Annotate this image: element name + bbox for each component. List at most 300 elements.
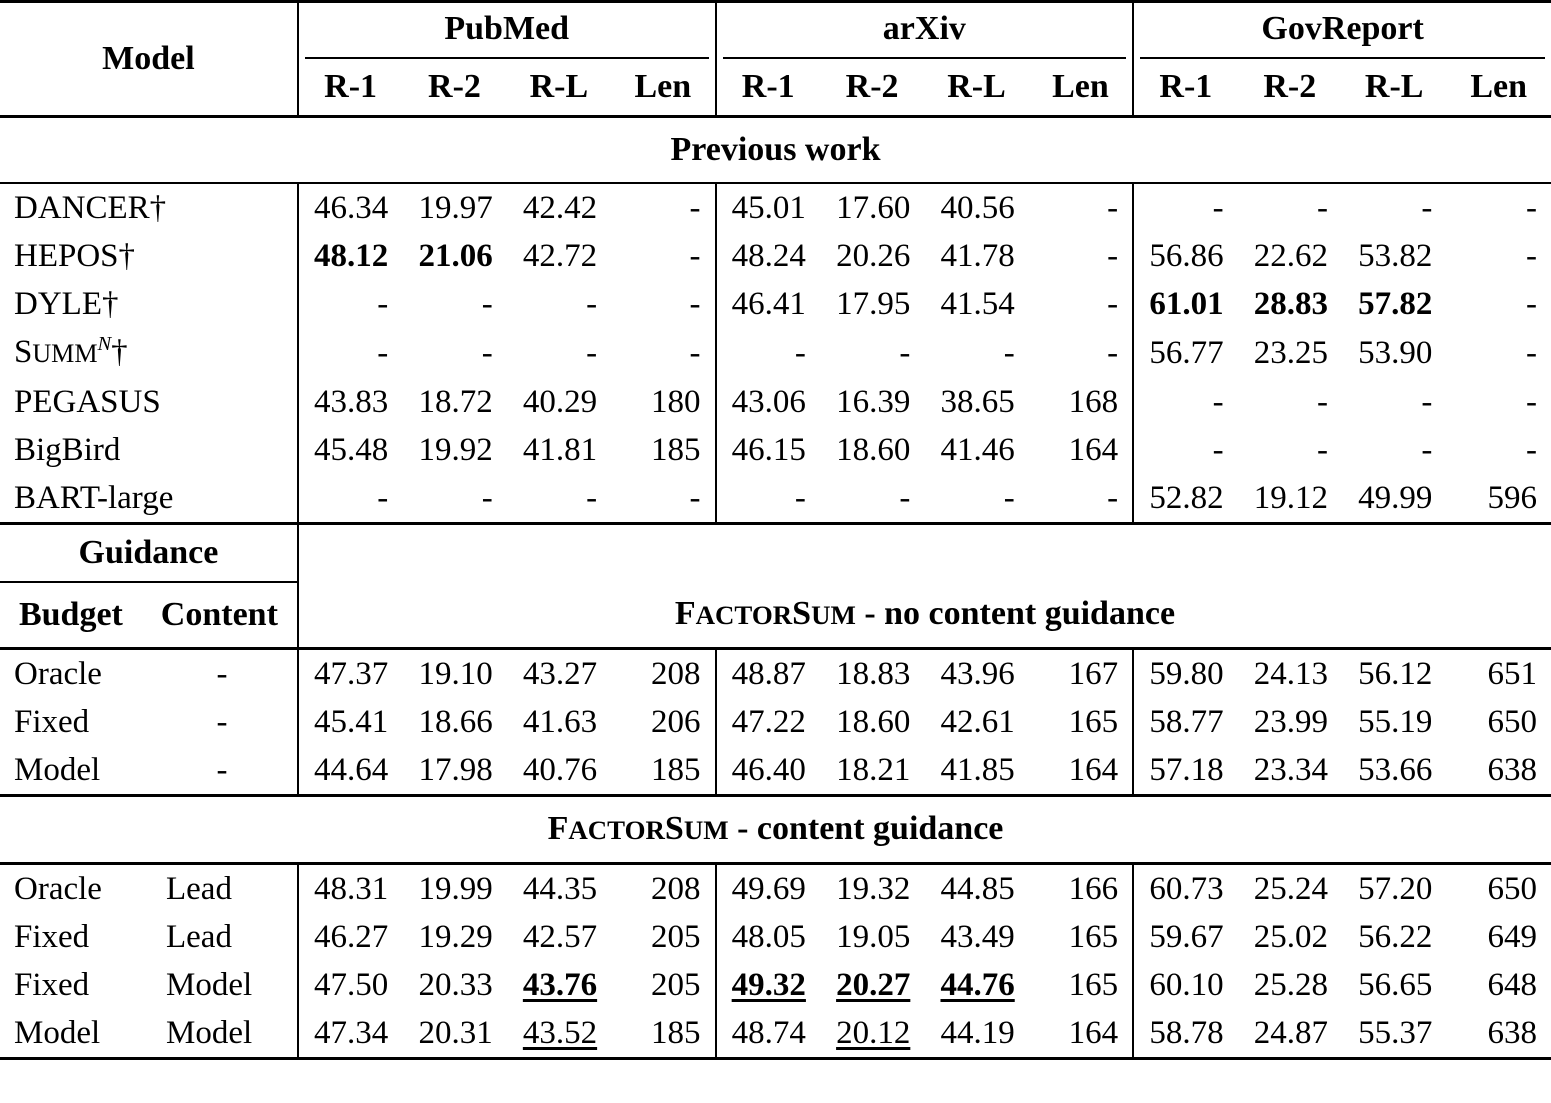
cell-pubmed-rl xyxy=(507,426,611,474)
factorsum-actor: ACTOR xyxy=(695,600,793,630)
cell-value: - xyxy=(899,335,911,371)
cell-govreport-rl xyxy=(1342,1009,1446,1059)
cell-pubmed-r2 xyxy=(402,961,506,1009)
cell-value: 42.61 xyxy=(940,704,1015,740)
cell-value: 165 xyxy=(1068,967,1119,1003)
cell-arxiv-rl xyxy=(924,698,1028,746)
cell-govreport-rl xyxy=(1342,961,1446,1009)
cell-arxiv-len xyxy=(1029,378,1133,426)
cell-value: - xyxy=(1212,384,1224,420)
row-label-model: BART-large xyxy=(14,480,174,516)
cell-value: - xyxy=(586,335,598,371)
cell-value: 45.41 xyxy=(314,704,389,740)
cell-govreport-len xyxy=(1446,183,1551,232)
cell-arxiv-rl xyxy=(924,183,1028,232)
cell-value: 19.10 xyxy=(418,656,493,692)
cell-value: 43.49 xyxy=(940,919,1015,955)
guidance-subheader-cell xyxy=(0,582,298,649)
cell-arxiv-len xyxy=(1029,746,1133,796)
cell-arxiv-r2 xyxy=(820,426,924,474)
cell-arxiv-r1 xyxy=(716,746,820,796)
cell-value: 55.37 xyxy=(1358,1015,1433,1051)
cell-pubmed-r2 xyxy=(402,474,506,524)
cell-pubmed-r2 xyxy=(402,698,506,746)
cell-arxiv-r1 xyxy=(716,961,820,1009)
cell-pubmed-r2 xyxy=(402,649,506,699)
row-label-inner xyxy=(0,650,297,698)
column-header-group-govreport xyxy=(1133,2,1551,60)
cell-value: 165 xyxy=(1068,919,1119,955)
cell-arxiv-len xyxy=(1029,698,1133,746)
cell-value: 16.39 xyxy=(836,384,911,420)
cell-arxiv-len xyxy=(1029,1009,1133,1059)
cell-value: 60.73 xyxy=(1149,871,1224,907)
cell-value: 56.65 xyxy=(1358,967,1433,1003)
cell-value: 19.12 xyxy=(1253,480,1328,516)
cell-pubmed-r1 xyxy=(298,864,402,914)
cell-value: - xyxy=(794,480,806,516)
cell-value: 638 xyxy=(1487,752,1537,788)
cell-value: 17.98 xyxy=(418,752,493,788)
guidance-header-spacer xyxy=(298,524,1551,583)
cell-value: - xyxy=(1526,432,1537,468)
cell-value: 20.12 xyxy=(836,1015,911,1051)
cell-govreport-r2 xyxy=(1238,649,1342,699)
cell-pubmed-r2 xyxy=(402,232,506,280)
cell-govreport-rl xyxy=(1342,280,1446,328)
cell-value: 47.34 xyxy=(314,1015,389,1051)
cell-pubmed-rl xyxy=(507,378,611,426)
cell-value: 166 xyxy=(1068,871,1119,907)
cell-value: - xyxy=(689,238,701,274)
cell-value: 23.34 xyxy=(1253,752,1328,788)
cell-value: 18.66 xyxy=(418,704,493,740)
cell-value: 43.06 xyxy=(731,384,806,420)
model-name-smallcap-rest: UMM xyxy=(32,339,98,368)
factorsum-actor: ACTOR xyxy=(568,815,665,845)
cell-value: - xyxy=(1107,190,1119,226)
cell-value: 55.19 xyxy=(1358,704,1433,740)
column-header-govreport-rl: R-L xyxy=(1364,68,1424,105)
cell-value: - xyxy=(1003,480,1015,516)
cell-govreport-rl xyxy=(1342,649,1446,699)
cell-govreport-rl xyxy=(1342,232,1446,280)
cell-govreport-len xyxy=(1446,913,1551,961)
cell-arxiv-r1 xyxy=(716,698,820,746)
cell-value: 43.83 xyxy=(314,384,389,420)
bottom-rule-cell xyxy=(0,1059,1551,1063)
section-header-content-guidance-row xyxy=(0,796,1551,864)
cell-value: - xyxy=(1107,335,1119,371)
cell-govreport-rl xyxy=(1342,474,1446,524)
cell-govreport-r1 xyxy=(1133,280,1237,328)
row-label-content: - xyxy=(216,752,228,788)
cell-arxiv-rl xyxy=(924,649,1028,699)
cell-value: - xyxy=(1212,432,1224,468)
cell-value: - xyxy=(377,480,389,516)
cell-value: 59.67 xyxy=(1149,919,1224,955)
cell-govreport-r2 xyxy=(1238,378,1342,426)
cell-pubmed-r1 xyxy=(298,232,402,280)
row-label-budget: Oracle xyxy=(14,656,102,692)
cell-arxiv-rl xyxy=(924,913,1028,961)
cell-value: 46.40 xyxy=(731,752,806,788)
cell-value: 42.72 xyxy=(522,238,598,274)
table-row xyxy=(0,1009,1551,1059)
cell-value: - xyxy=(1526,190,1537,226)
row-label-guidance xyxy=(0,649,298,699)
cell-value: - xyxy=(1107,238,1119,274)
cell-govreport-r1 xyxy=(1133,698,1237,746)
cell-value: 651 xyxy=(1487,656,1537,692)
cell-value: 185 xyxy=(651,432,701,468)
cell-arxiv-r1 xyxy=(716,426,820,474)
cell-value: 49.69 xyxy=(731,871,806,907)
cell-arxiv-r2 xyxy=(820,280,924,328)
cell-value: 208 xyxy=(651,871,701,907)
cell-arxiv-rl xyxy=(924,232,1028,280)
cell-value: - xyxy=(377,335,389,371)
cell-value: 164 xyxy=(1068,1015,1119,1051)
cell-arxiv-rl xyxy=(924,426,1028,474)
cell-value: 49.32 xyxy=(731,967,806,1003)
cell-pubmed-rl xyxy=(507,961,611,1009)
cell-value: 53.66 xyxy=(1358,752,1433,788)
header-row-groups xyxy=(0,2,1551,60)
group-label-pubmed: PubMed xyxy=(305,3,709,59)
factorsum-f: F xyxy=(547,810,569,847)
cell-arxiv-rl xyxy=(924,328,1028,378)
cell-value: 46.34 xyxy=(314,190,389,226)
cell-govreport-r2 xyxy=(1238,280,1342,328)
cell-pubmed-len xyxy=(611,232,715,280)
cell-govreport-r2 xyxy=(1238,474,1342,524)
cell-value: 638 xyxy=(1487,1015,1537,1051)
cell-value: 48.74 xyxy=(731,1015,806,1051)
row-label-model xyxy=(0,328,298,378)
column-header-pubmed-len: Len xyxy=(634,68,692,105)
cell-value: 53.82 xyxy=(1358,238,1433,274)
row-label-guidance xyxy=(0,746,298,796)
cell-value: 56.86 xyxy=(1149,238,1224,274)
cell-value: 596 xyxy=(1487,480,1537,516)
cell-govreport-len xyxy=(1446,328,1551,378)
group-label-govreport: GovReport xyxy=(1140,3,1545,59)
column-header-budget: Budget xyxy=(18,596,123,633)
column-header-arxiv-r2: R-2 xyxy=(845,68,899,105)
cell-value: - xyxy=(1421,432,1433,468)
cell-value: 22.62 xyxy=(1253,238,1328,274)
cell-value: 43.76 xyxy=(522,967,598,1003)
cell-pubmed-r1 xyxy=(298,913,402,961)
cell-pubmed-r1 xyxy=(298,474,402,524)
cell-govreport-r1 xyxy=(1133,426,1237,474)
cell-pubmed-rl xyxy=(507,864,611,914)
cell-govreport-r1 xyxy=(1133,183,1237,232)
group-label-arxiv: arXiv xyxy=(723,3,1127,59)
cell-value: - xyxy=(1316,432,1328,468)
column-header-govreport-r2: R-2 xyxy=(1263,68,1317,105)
cell-arxiv-rl xyxy=(924,474,1028,524)
cell-value: - xyxy=(1107,286,1119,322)
cell-pubmed-len xyxy=(611,328,715,378)
cell-govreport-rl xyxy=(1342,426,1446,474)
cell-govreport-r1 xyxy=(1133,649,1237,699)
cell-value: 180 xyxy=(651,384,701,420)
cell-value: 44.64 xyxy=(314,752,389,788)
cell-value: - xyxy=(1107,480,1119,516)
cell-value: 20.31 xyxy=(418,1015,493,1051)
cell-value: 48.12 xyxy=(314,238,389,274)
cell-arxiv-r2 xyxy=(820,474,924,524)
cell-value: 23.99 xyxy=(1253,704,1328,740)
cell-value: - xyxy=(1316,384,1328,420)
cell-value: 49.99 xyxy=(1358,480,1433,516)
cell-value: 165 xyxy=(1068,704,1119,740)
cell-pubmed-r1 xyxy=(298,746,402,796)
cell-arxiv-rl xyxy=(924,746,1028,796)
cell-pubmed-rl xyxy=(507,280,611,328)
guidance-subheader-row xyxy=(0,582,1551,649)
row-label-content: Model xyxy=(166,1015,253,1051)
cell-value: 18.21 xyxy=(836,752,911,788)
cell-arxiv-r1 xyxy=(716,474,820,524)
row-label-guidance xyxy=(0,1009,298,1059)
cell-govreport-len xyxy=(1446,698,1551,746)
cell-pubmed-r1 xyxy=(298,378,402,426)
cell-govreport-r2 xyxy=(1238,961,1342,1009)
cell-pubmed-r2 xyxy=(402,1009,506,1059)
cell-pubmed-len xyxy=(611,1009,715,1059)
cell-value: - xyxy=(689,335,701,371)
cell-value: 44.76 xyxy=(940,967,1015,1003)
factorsum-s: S xyxy=(664,810,684,847)
cell-value: - xyxy=(794,335,806,371)
cell-govreport-r2 xyxy=(1238,913,1342,961)
cell-pubmed-len xyxy=(611,864,715,914)
cell-govreport-rl xyxy=(1342,328,1446,378)
cell-value: 25.24 xyxy=(1253,871,1328,907)
cell-pubmed-len xyxy=(611,183,715,232)
cell-value: - xyxy=(586,286,598,322)
guidance-subheader-inner xyxy=(0,587,297,643)
cell-pubmed-rl xyxy=(507,746,611,796)
cell-pubmed-r2 xyxy=(402,426,506,474)
cell-govreport-r2 xyxy=(1238,698,1342,746)
cell-arxiv-rl xyxy=(924,280,1028,328)
row-label-budget: Model xyxy=(14,1015,101,1051)
cell-value: 48.87 xyxy=(731,656,806,692)
cell-value: 18.72 xyxy=(418,384,493,420)
cell-govreport-len xyxy=(1446,1009,1551,1059)
cell-value: 41.81 xyxy=(522,432,598,468)
cell-govreport-len xyxy=(1446,474,1551,524)
factorsum-suffix: - no content guidance xyxy=(855,595,1176,632)
cell-value: 38.65 xyxy=(940,384,1015,420)
column-header-arxiv-r1: R-1 xyxy=(716,59,820,117)
row-label-model: PEGASUS xyxy=(14,384,161,420)
cell-pubmed-rl xyxy=(507,913,611,961)
table-row xyxy=(0,378,1551,426)
cell-value: 19.29 xyxy=(418,919,493,955)
cell-arxiv-r2 xyxy=(820,746,924,796)
cell-pubmed-len xyxy=(611,961,715,1009)
cell-value: 57.20 xyxy=(1358,871,1433,907)
cell-govreport-r1 xyxy=(1133,746,1237,796)
cell-value: 57.18 xyxy=(1149,752,1224,788)
section-header-content-guidance xyxy=(0,796,1551,864)
cell-value: - xyxy=(481,335,493,371)
cell-value: - xyxy=(689,480,701,516)
cell-value: - xyxy=(1526,286,1537,322)
cell-arxiv-r1 xyxy=(716,649,820,699)
cell-value: 40.29 xyxy=(522,384,598,420)
model-name-superscript: N xyxy=(97,333,112,355)
cell-value: 164 xyxy=(1068,752,1119,788)
row-label-budget: Fixed xyxy=(14,967,90,1003)
cell-value: - xyxy=(1316,190,1328,226)
cell-pubmed-rl xyxy=(507,649,611,699)
cell-value: 42.42 xyxy=(522,190,598,226)
cell-value: 41.78 xyxy=(940,238,1015,274)
cell-value: 40.56 xyxy=(940,190,1015,226)
cell-pubmed-r2 xyxy=(402,378,506,426)
cell-govreport-r2 xyxy=(1238,183,1342,232)
cell-value: 24.87 xyxy=(1253,1015,1328,1051)
cell-value: 44.85 xyxy=(940,871,1015,907)
cell-pubmed-len xyxy=(611,746,715,796)
cell-value: - xyxy=(689,286,701,322)
cell-value: 17.60 xyxy=(836,190,911,226)
row-label-inner xyxy=(0,746,297,794)
cell-govreport-len xyxy=(1446,378,1551,426)
cell-value: 650 xyxy=(1487,704,1537,740)
cell-govreport-r1 xyxy=(1133,1009,1237,1059)
cell-pubmed-len xyxy=(611,474,715,524)
column-header-group-pubmed xyxy=(298,2,716,60)
cell-value: - xyxy=(1526,335,1537,371)
cell-value: - xyxy=(1526,384,1537,420)
cell-govreport-r1 xyxy=(1133,864,1237,914)
cell-value: 47.22 xyxy=(731,704,806,740)
cell-pubmed-r2 xyxy=(402,280,506,328)
cell-value: 19.05 xyxy=(836,919,911,955)
table-row xyxy=(0,232,1551,280)
cell-value: 21.06 xyxy=(418,238,493,274)
cell-value: 60.10 xyxy=(1149,967,1224,1003)
cell-arxiv-r1 xyxy=(716,913,820,961)
row-label-content: Model xyxy=(166,967,253,1003)
cell-govreport-rl xyxy=(1342,864,1446,914)
cell-value: 47.37 xyxy=(314,656,389,692)
cell-govreport-rl xyxy=(1342,378,1446,426)
cell-pubmed-r2 xyxy=(402,328,506,378)
cell-value: 48.05 xyxy=(731,919,806,955)
cell-value: 649 xyxy=(1487,919,1537,955)
cell-value: 61.01 xyxy=(1149,286,1224,322)
cell-arxiv-r2 xyxy=(820,1009,924,1059)
column-header-pubmed-rl: R-L xyxy=(529,68,589,105)
cell-govreport-r2 xyxy=(1238,328,1342,378)
cell-value: 46.15 xyxy=(731,432,806,468)
cell-value: 19.99 xyxy=(418,871,493,907)
cell-pubmed-rl xyxy=(507,474,611,524)
row-label-inner xyxy=(0,961,297,1009)
cell-value: 18.60 xyxy=(836,704,911,740)
cell-value: 46.27 xyxy=(314,919,389,955)
cell-value: 185 xyxy=(651,752,701,788)
cell-value: 52.82 xyxy=(1149,480,1224,516)
row-label-guidance xyxy=(0,913,298,961)
table-row xyxy=(0,280,1551,328)
factorsum-um: UM xyxy=(811,600,856,630)
cell-pubmed-len xyxy=(611,280,715,328)
cell-value: - xyxy=(377,286,389,322)
cell-arxiv-r2 xyxy=(820,864,924,914)
cell-value: 47.50 xyxy=(314,967,389,1003)
table-row xyxy=(0,913,1551,961)
cell-pubmed-r2 xyxy=(402,183,506,232)
guidance-header-row xyxy=(0,524,1551,583)
cell-value: 56.12 xyxy=(1358,656,1433,692)
cell-pubmed-rl xyxy=(507,698,611,746)
table-row xyxy=(0,864,1551,914)
cell-value: - xyxy=(586,480,598,516)
cell-value: 18.83 xyxy=(836,656,911,692)
cell-value: 25.02 xyxy=(1253,919,1328,955)
cell-value: 40.76 xyxy=(522,752,598,788)
cell-pubmed-rl xyxy=(507,183,611,232)
cell-value: - xyxy=(481,286,493,322)
column-header-govreport-len: Len xyxy=(1470,68,1528,105)
row-label-model: BigBird xyxy=(14,432,121,468)
cell-pubmed-rl xyxy=(507,1009,611,1059)
cell-arxiv-r2 xyxy=(820,649,924,699)
cell-pubmed-r2 xyxy=(402,913,506,961)
cell-arxiv-len xyxy=(1029,183,1133,232)
row-label-content: - xyxy=(216,704,228,740)
row-label-inner xyxy=(0,865,297,913)
cell-arxiv-r1 xyxy=(716,328,820,378)
row-label-model: DYLE† xyxy=(14,286,119,322)
cell-arxiv-len xyxy=(1029,864,1133,914)
cell-arxiv-r1 xyxy=(716,378,820,426)
cell-value: 205 xyxy=(651,919,701,955)
cell-value: 41.63 xyxy=(522,704,598,740)
cell-value: - xyxy=(1421,190,1433,226)
cell-govreport-rl xyxy=(1342,698,1446,746)
row-label-inner xyxy=(0,698,297,746)
cell-arxiv-r1 xyxy=(716,280,820,328)
row-label-budget: Fixed xyxy=(14,704,90,740)
cell-pubmed-len xyxy=(611,378,715,426)
cell-value: 45.48 xyxy=(314,432,389,468)
table-row xyxy=(0,746,1551,796)
cell-govreport-r2 xyxy=(1238,746,1342,796)
cell-value: 168 xyxy=(1068,384,1119,420)
cell-govreport-r1 xyxy=(1133,961,1237,1009)
cell-value: 650 xyxy=(1487,871,1537,907)
row-label-budget: Oracle xyxy=(14,871,102,907)
section-header-previous-work: Previous work xyxy=(0,117,1551,184)
cell-value: 56.77 xyxy=(1149,335,1224,371)
cell-govreport-r1 xyxy=(1133,474,1237,524)
cell-arxiv-r2 xyxy=(820,961,924,1009)
cell-arxiv-rl xyxy=(924,1009,1028,1059)
row-label-content: Lead xyxy=(166,919,232,955)
cell-value: 25.28 xyxy=(1253,967,1328,1003)
cell-value: 44.19 xyxy=(940,1015,1015,1051)
